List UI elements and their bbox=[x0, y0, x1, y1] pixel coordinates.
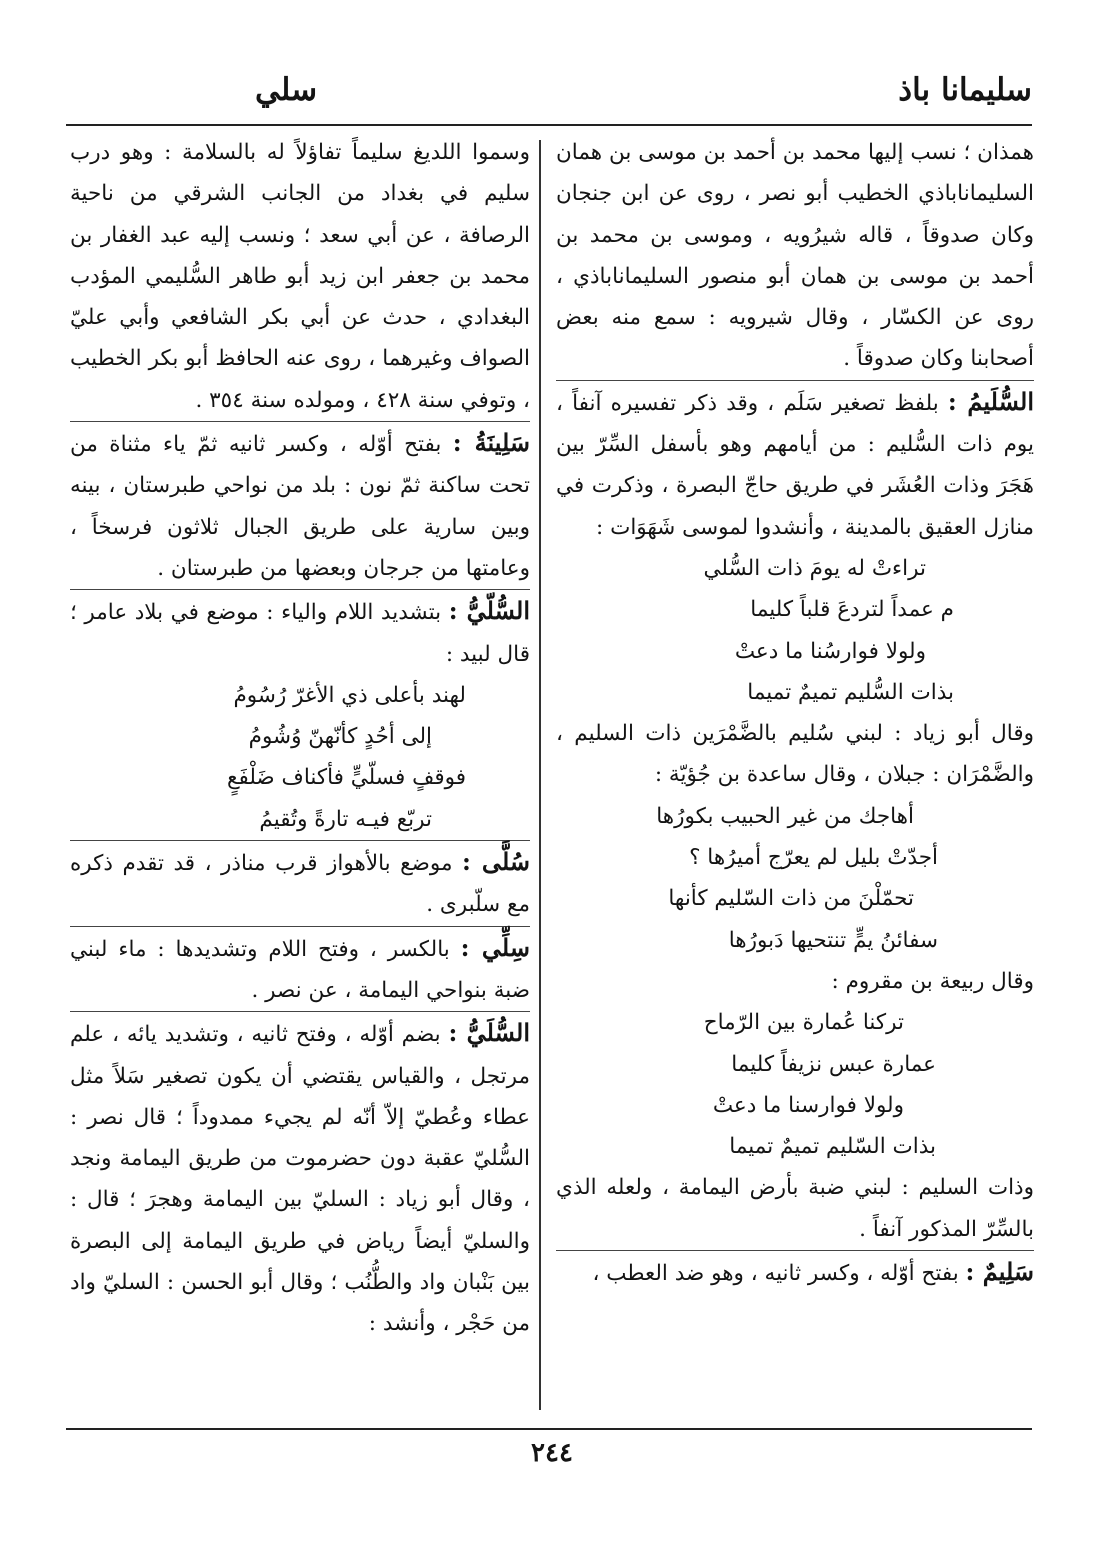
poem-musa-shahawat bbox=[556, 548, 1034, 713]
entry-al-sulaym bbox=[556, 380, 1034, 548]
poem-rabia bbox=[556, 1002, 1034, 1167]
verse-line: بذات السّليم تميمٌ تميما bbox=[729, 1134, 936, 1160]
entry-headword: سِلِّي : bbox=[460, 932, 530, 962]
paragraph-abu-ziyad: وقال أبو زياد : لبني سُليم بالضَّمْرَين ذات السليم ، والضَّمْرَان : جبلان ، وقال ساعدة بن جُؤيّة : bbox=[556, 721, 1034, 788]
entry-headword: سَلِينَةُ : bbox=[452, 428, 530, 458]
verse-line: سفائنُ يمٍّ تنتحيها دَبورُها bbox=[728, 927, 938, 953]
header-rule bbox=[66, 124, 1032, 126]
poem-saida bbox=[556, 796, 1034, 961]
entry-text: بلفظ تصغير سَلَم ، وقد ذكر تفسيره آنفاً ، يوم ذات السُّليم : من أيامهم وهو بأسفل السِّرّ بين هَجَرَ وذات العُشَر في طريق حاجّ البصرة ، وذكرت في منازل العقيق بالمدينة ، وأنشدوا لموسى شَهَوَات : bbox=[556, 390, 1034, 540]
entry-text: موضع بالأهواز قرب مناذر ، قد تقدم ذكره مع سلّبرى . bbox=[70, 851, 530, 918]
entry-text: بفتح أوّله ، وكسر ثانيه ثمّ ياء مثناة من تحت ساكنة ثمّ نون : بلد من نواحي طبرستان ، بينه وبين سارية على طريق الجبال ثلاثون فرسخاً ، وعامتها من جرجان وبعضها من طبرستان . bbox=[70, 432, 530, 581]
entry-headword: السُّلَيُّ : bbox=[448, 1018, 530, 1048]
verse-line: تحمّلْنَ من ذات السّليم كأنها bbox=[668, 886, 914, 912]
paragraph-dhat-al-salim: وذات السليم : لبني ضبة بأرض اليمامة ، ولعله الذي بالسِّرّ المذكور آنفاً . bbox=[556, 1175, 1034, 1242]
column-divider bbox=[539, 140, 541, 1410]
verse-line: أجدّتْ بليل لم يعرّج أميرُها ؟ bbox=[689, 845, 938, 871]
entry-headword: السُّلّيُّ : bbox=[448, 596, 530, 626]
entry-silli bbox=[70, 926, 530, 1012]
entry-al-sulayy bbox=[70, 1011, 530, 1344]
entry-text: بضم أوّله ، وفتح ثانيه ، وتشديد يائه ، علم مرتجل ، والقياس يقتضي أن يكون تصغير سَلاً مثل عطاء وعُطيّ إلاّ أنّه لم يجيء ممدوداً ؛ قال نصر : السُّليّ عقبة دون حضرموت من طريق اليمامة ونجد ، وقال أبو زياد : السليّ بين اليمامة وهجرَ ؛ قال : والسليّ أيضاً رياض في طريق اليمامة إلى البصرة بين بَنْبان واد والطُّنُب ؛ وقال أبو الحسن : السليّ واد من حَجْر ، وأنشد : bbox=[70, 1022, 530, 1337]
verse-line: فوقفٍ فسلّيٍّ فأكناف ضَلْفَعٍ bbox=[227, 765, 466, 791]
verse-line: تربّع فيـه تارةً وتُقيمُ bbox=[259, 806, 432, 832]
page-number: ٢٤٤ bbox=[531, 1438, 573, 1468]
verse-line: تركنا عُمارة بين الرّماح bbox=[703, 1010, 904, 1036]
verse-line: ولولا فوارسُنا ما دعتْ bbox=[734, 638, 926, 664]
entry-headword: سَلِيمٌ : bbox=[965, 1257, 1034, 1287]
running-header-left: سلي bbox=[255, 72, 318, 108]
verse-line: عمارة عبس نزيفاً كليما bbox=[731, 1051, 936, 1077]
verse-line: بذات السُّليم تميمٌ تميما bbox=[747, 679, 954, 705]
verse-line: تراءتْ له يومَ ذات السُّلي bbox=[703, 555, 926, 581]
paragraph-hamadhan: همذان ؛ نسب إليها محمد بن أحمد بن موسى بن همان السليماناباذي الخطيب أبو نصر ، روى عن ابن جنجان وكان صدوقاً ، قاله شيرُويه ، وموسى بن محمد بن أحمد بن موسى بن همان أبو منصور السليماناباذي ، روى عن الكسّار ، وقال شيرويه : سمع منه بعض أصحابنا وكان صدوقاً . bbox=[556, 140, 1034, 372]
entry-text: بفتح أوّله ، وكسر ثانيه ، وهو ضد العطب ، bbox=[592, 1261, 966, 1287]
running-header-right: سليمانا باذ bbox=[898, 72, 1032, 108]
verse-line: ولولا فوارسنا ما دعتْ bbox=[712, 1092, 904, 1118]
entry-salim bbox=[556, 1250, 1034, 1294]
right-column bbox=[556, 132, 1034, 1294]
poem-labid bbox=[70, 675, 530, 840]
footer-rule bbox=[66, 1428, 1032, 1430]
verse-line: أهاجك من غير الحبيب بكورُها bbox=[656, 803, 914, 829]
verse-line: م عمداً لتردعَ قلباً كليما bbox=[750, 597, 954, 623]
entry-text: بتشديد اللام والياء : موضع في بلاد عامر ؛ قال لبيد : bbox=[70, 600, 530, 667]
verse-line: إلى أحُدٍ كأنّهنّ وُشُومُ bbox=[248, 724, 432, 750]
entry-text: بالكسر ، وفتح اللام وتشديدها : ماء لبني ضبة بنواحي اليمامة ، عن نصر . bbox=[70, 936, 530, 1003]
entry-al-sulliyy bbox=[70, 589, 530, 675]
verse-line: لهند بأعلى ذي الأغرّ رُسُومُ bbox=[233, 682, 466, 708]
entry-salina bbox=[70, 421, 530, 589]
entry-sulla bbox=[70, 840, 530, 926]
paragraph-rabia: وقال ربيعة بن مقروم : bbox=[831, 968, 1034, 994]
entry-headword: السُّلَيمُ : bbox=[947, 386, 1034, 416]
entry-headword: سُلَّى : bbox=[462, 847, 530, 877]
left-column bbox=[70, 132, 530, 1345]
paragraph-darb-salim: وسموا اللديغ سليماً تفاؤلاً له بالسلامة : وهو درب سليم في بغداد من الجانب الشرقي من ناحية الرصافة ، عن أبي سعد ؛ ونسب إليه عبد الغفار بن محمد بن جعفر ابن زيد أبو طاهر السُّليمي المؤدب البغدادي ، حدث عن أبي بكر الشافعي وأبي عليّ الصواف وغيرهما ، روى عنه الحافظ أبو بكر الخطيب ، وتوفي سنة ٤٢٨ ، ومولده سنة ٣٥٤ . bbox=[70, 140, 530, 413]
